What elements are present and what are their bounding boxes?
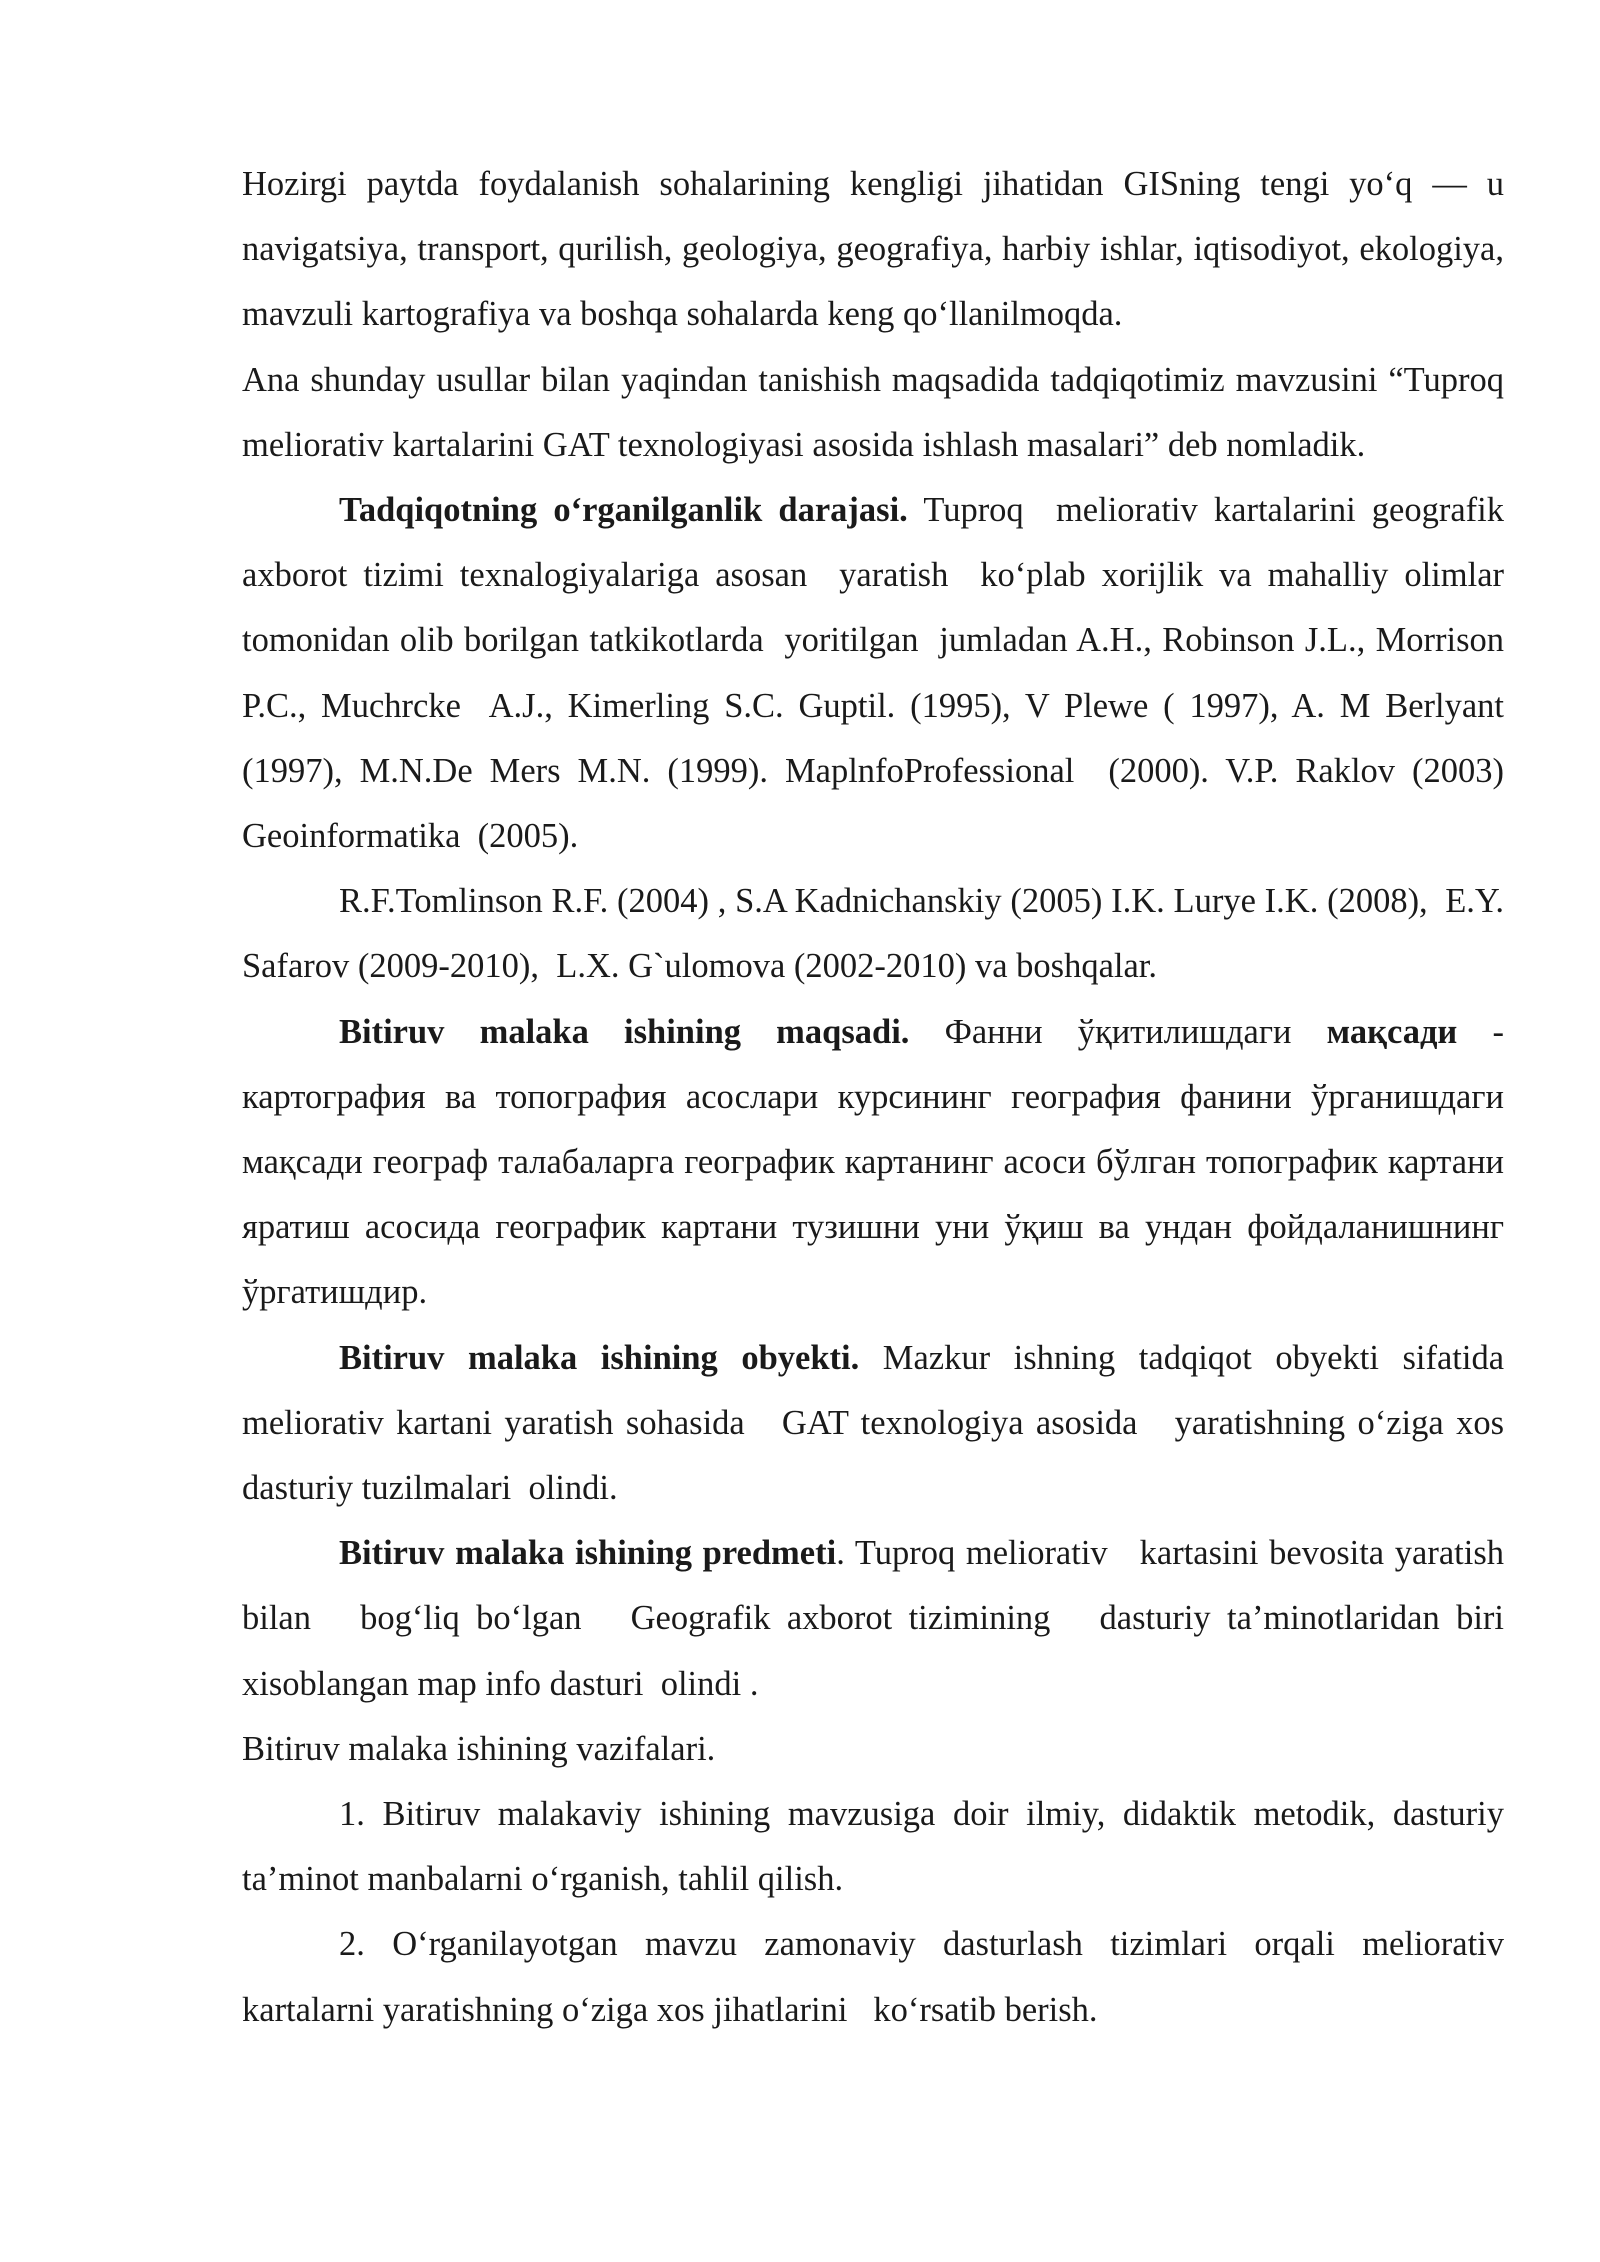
text-study-degree: Tuproq meliorativ kartalarini geografik axborot tizimi texnalogiyalariga asosan yaratish ko‘plab xorijlik va mahalliy olimlar tomonidan olib borilgan tatkikotlarda yoritilgan jumladan A.H., Robinson J.L., Morrison P.C., Muchrcke A.J., Kimerling S.C. Guptil. (1995), V Plewe ( 1997), A. M Berlyant (1997), M.N.De Mers M.N. (1999). MaplnfoProfessional (2000). V.P. Raklov (2003) Geoinformatika (2005). xyxy=(242,491,1522,856)
paragraph-tasks-heading: Bitiruv malaka ishining vazifalari. xyxy=(242,1729,716,1768)
paragraph-gis-usage: Hozirgi paytda foydalanish sohalarining kengligi jihatidan GISning tengi yo‘q — u navigatsiya, transport, qurilish, geologiya, geografiya, harbiy ishlar, iqtisodiyot, ekologiya, mavzuli kartografiya va boshqa sohalarda keng qo‘llanilmoqda. xyxy=(242,165,1513,334)
text-work-goal-after: - картография ва топография асослари курсининг география фанини ўрганишдаги мақсади географ талабаларга географик картанинг асоси бўлган топографик картани яратиш асосида географик картани тузишни уни ўқиш ва ундан фойдаланишнинг ўргатишдир. xyxy=(242,1012,1513,1312)
list-item-task-2: 2. O‘rganilayotgan mavzu zamonaviy dasturlash tizimlari orqali meliorativ kartalarni yaratishning o‘ziga xos jihatlarini ko‘rsatib berish. xyxy=(242,1925,1513,2029)
text-work-object: Mazkur ishning tadqiqot obyekti sifatida meliorativ kartani yaratish sohasida GAT texnologiya asosida yaratishning o‘ziga xos dasturiy tuzilmalari olindi. xyxy=(242,1338,1513,1508)
text-work-goal-before: Фанни ўқитилишдаги xyxy=(909,1012,1327,1051)
heading-work-goal: Bitiruv malaka ishining maqsadi. xyxy=(339,1012,910,1051)
paragraph-work-object xyxy=(242,1326,1513,1522)
heading-study-degree: Tadqiqotning o‘rganilganlik darajasi. xyxy=(339,491,908,530)
paragraph-study-degree xyxy=(242,478,1522,869)
list-item-task-1: 1. Bitiruv malakaviy ishining mavzusiga doir ilmiy, didaktik metodik, dasturiy ta’minot manbalarni o‘rganish, tahlil qilish. xyxy=(242,1795,1513,1899)
text-work-goal-bold-word: мақсади xyxy=(1326,1012,1458,1051)
paragraph-work-goal xyxy=(242,1000,1513,1326)
document-page xyxy=(242,152,1522,2043)
heading-work-subject: Bitiruv malaka ishining predmeti xyxy=(339,1534,837,1573)
heading-work-object: Bitiruv malaka ishining obyekti. xyxy=(339,1338,860,1377)
paragraph-references: R.F.Tomlinson R.F. (2004) , S.A Kadnichanskiy (2005) I.K. Lurye I.K. (2008), E.Y. Safarov (2009-2010), L.X. G`ulomova (2002-2010) va boshqalar. xyxy=(242,882,1513,986)
paragraph-work-subject xyxy=(242,1521,1522,1717)
paragraph-research-topic: Ana shunday usullar bilan yaqindan tanishish maqsadida tadqiqotimiz mavzusini “Tuproq meliorativ kartalarini GAT texnologiyasi asosida ishlash masalari” deb nomladik. xyxy=(242,360,1513,464)
text-work-subject: . Tuproq meliorativ kartasini bevosita yaratish bilan bog‘liq bo‘lgan Geografik axborot tizimining dasturiy ta’minotlaridan biri xisoblangan map info dasturi olindi . xyxy=(242,1534,1522,1703)
